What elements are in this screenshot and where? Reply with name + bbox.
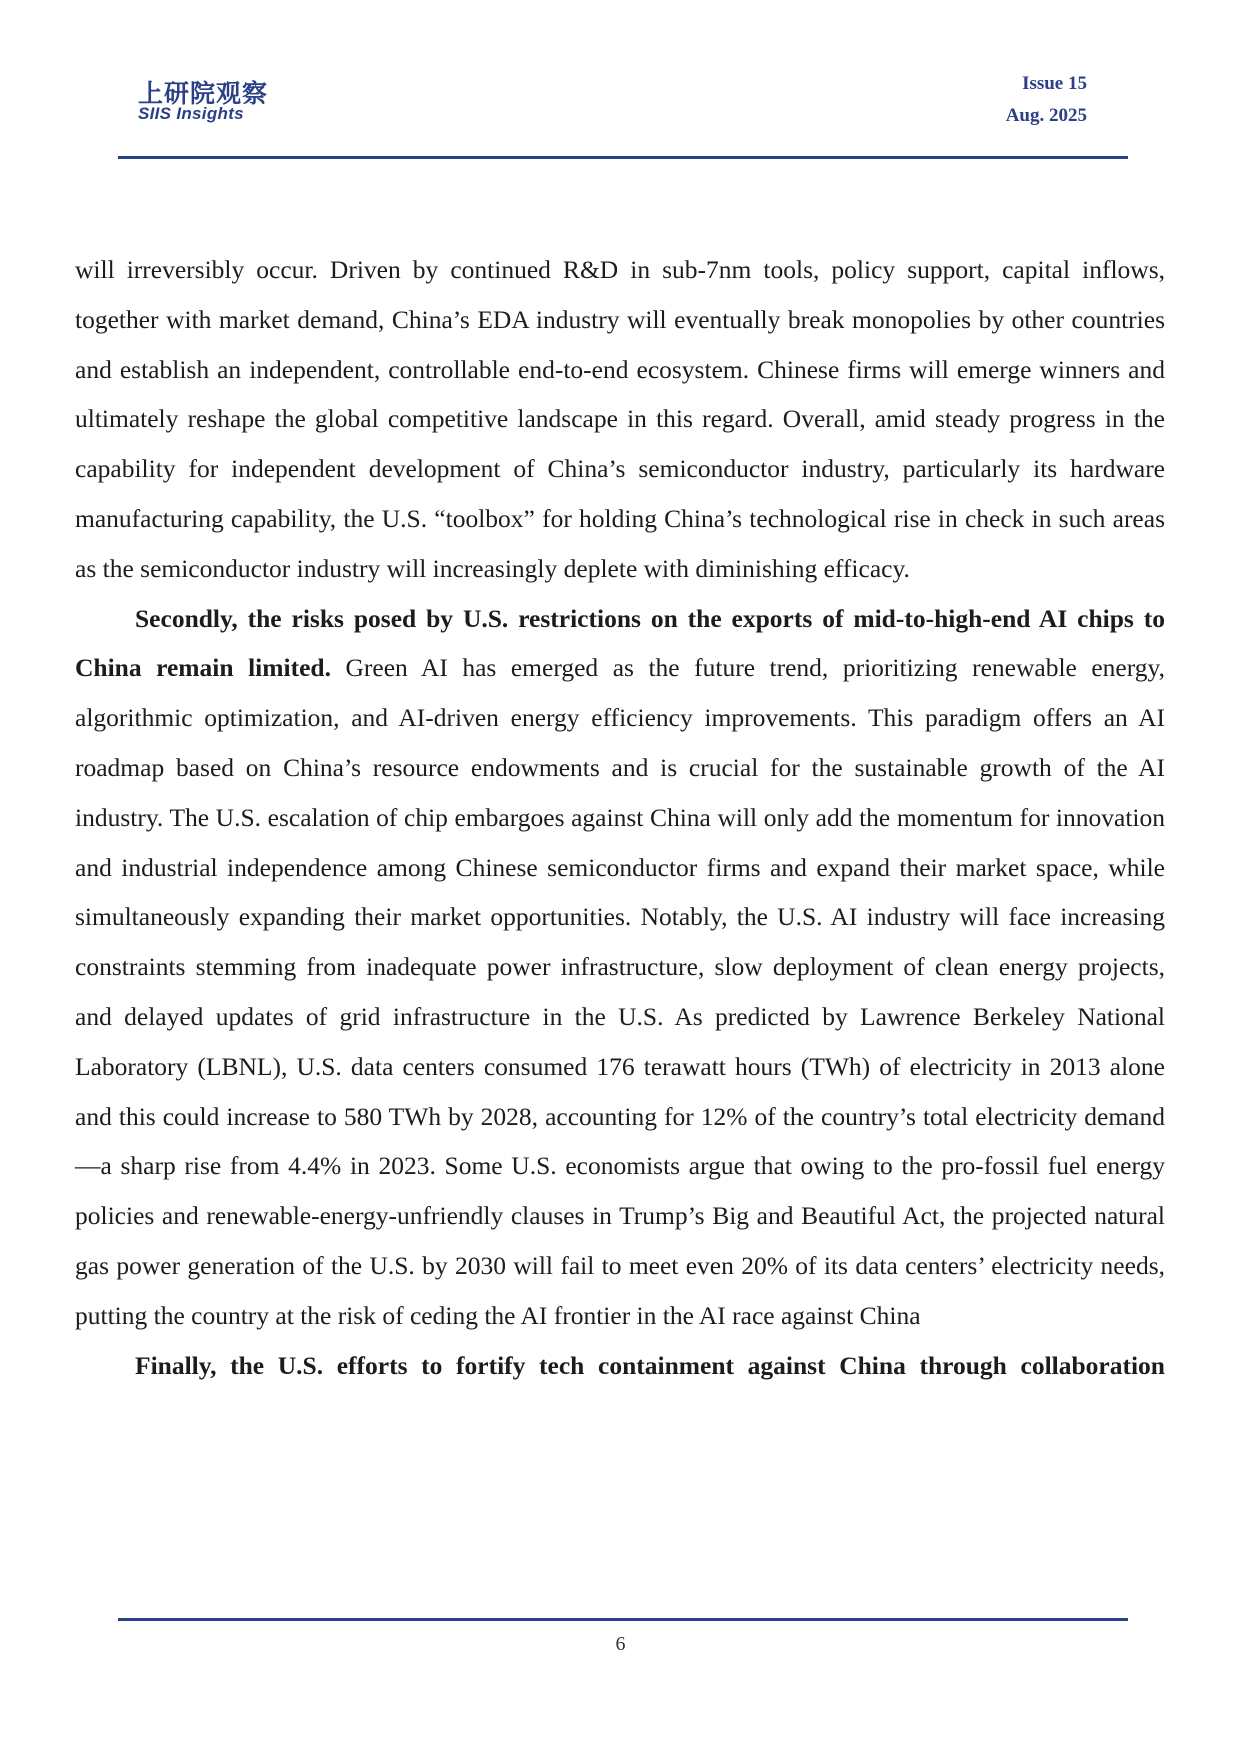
- paragraph-3-lead: Finally, the U.S. efforts to fortify tech containment against China through collaboration: [135, 1350, 1165, 1380]
- paragraph-2: [75, 594, 1165, 1341]
- paragraph-1: will irreversibly occur. Driven by continued R&D in sub-7nm tools, policy support, capital inflows, together with market demand, China’s EDA industry will eventually break monopolies by other countries and establish an independent, controllable end-to-end ecosystem. Chinese firms will emerge winners and ultimately reshape the global competitive landscape in this regard. Overall, amid steady progress in the capability for independent development of China’s semiconductor industry, particularly its hardware manufacturing capability, the U.S. “toolbox” for holding China’s technological rise in check in such areas as the semiconductor industry will increasingly deplete with diminishing efficacy.: [75, 255, 1165, 583]
- header-divider: [118, 156, 1128, 159]
- logo-english: SIIS Insights: [138, 104, 244, 123]
- paragraph-2-text: Green AI has emerged as the future trend, prioritizing renewable energy, algorithmic optimization, and AI-driven energy efficiency improvements. This paradigm offers an AI roadmap based on China’s resource endowments and is crucial for the sustainable growth of the AI industry. The U.S. escalation of chip embargoes against China will only add the momentum for innovation and industrial independence among Chinese semiconductor firms and expand their market space, while simultaneously expanding their market opportunities. Notably, the U.S. AI industry will face increasing constraints stemming from inadequate power infrastructure, slow deployment of clean energy projects, and delayed updates of grid infrastructure in the U.S. As predicted by Lawrence Berkeley National Laboratory (LBNL), U.S. data centers consumed 176 terawatt hours (TWh) of electricity in 2013 alone and this could increase to 580 TWh by 2028, accounting for 12% of the country’s total electricity demand—a sharp rise from 4.4% in 2023. Some U.S. economists argue that owing to the pro-fossil fuel energy policies and renewable-energy-unfriendly clauses in Trump’s Big and Beautiful Act, the projected natural gas power generation of the U.S. by 2030 will fail to meet even 20% of its data centers’ electricity needs, putting the country at the risk of ceding the AI frontier in the AI race against China: [75, 653, 1166, 1330]
- issue-date: Aug. 2025: [1005, 105, 1087, 126]
- paragraph-3: [75, 1341, 1165, 1391]
- footer-divider: [118, 1618, 1128, 1621]
- paragraph-2-lead: Secondly, the risks posed by U.S. restrictions on the exports of mid-to-high-end AI chips to China remain limited.: [75, 603, 1165, 683]
- issue-number: Issue 15: [1022, 73, 1087, 94]
- article-body: [75, 245, 1165, 1390]
- page-number: 6: [615, 1633, 626, 1655]
- logo-chinese: 上研院观察: [138, 79, 269, 108]
- issue-info: [927, 73, 1087, 137]
